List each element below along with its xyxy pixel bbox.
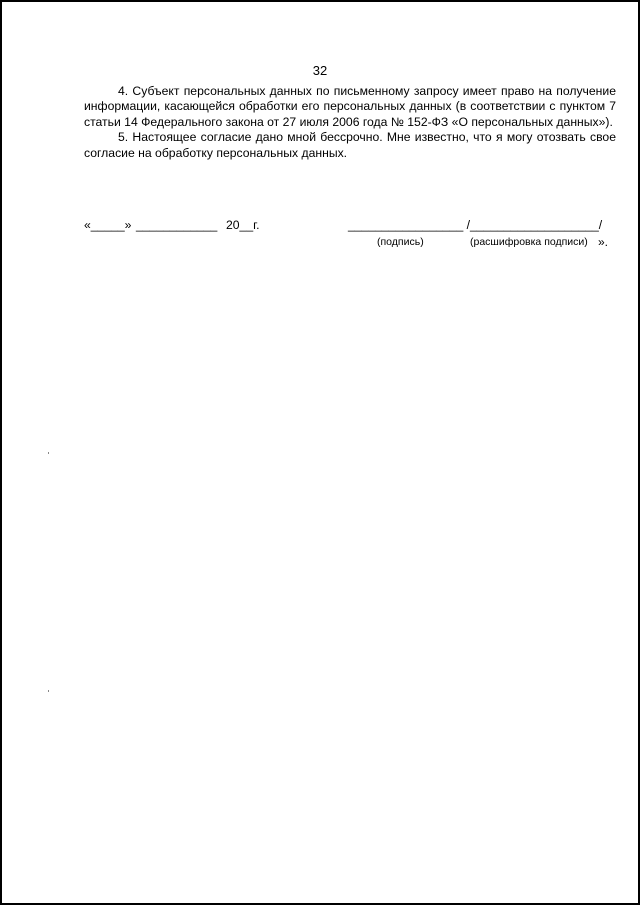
page-number: 32 bbox=[312, 63, 328, 78]
decoding-label: (расшифровка подписи) bbox=[470, 236, 588, 248]
consent-text bbox=[84, 84, 616, 161]
scan-speck bbox=[48, 452, 49, 454]
scan-speck bbox=[48, 690, 49, 692]
closing-quote: ». bbox=[598, 235, 609, 249]
date-year-blank: 20__г. bbox=[226, 218, 260, 232]
date-day-blank: «_____» bbox=[84, 218, 132, 232]
signature-blank: _________________ /___________________/ bbox=[348, 218, 603, 232]
signature-label: (подпись) bbox=[377, 236, 424, 248]
paragraph-4: 4. Субъект персональных данных по письменному запросу имеет право на получение информации, касающейся обработки его персональных данных (в соответствии с пунктом 7 статьи 14 Федерального закона от 27 июля 2006 года № 152-ФЗ «О персональных данных»). bbox=[84, 84, 616, 129]
paragraph-5: 5. Настоящее согласие дано мной бессрочно. Мне известно, что я могу отозвать свое согласие на обработку персональных данных. bbox=[84, 130, 616, 160]
date-month-blank: ____________ bbox=[136, 218, 218, 232]
